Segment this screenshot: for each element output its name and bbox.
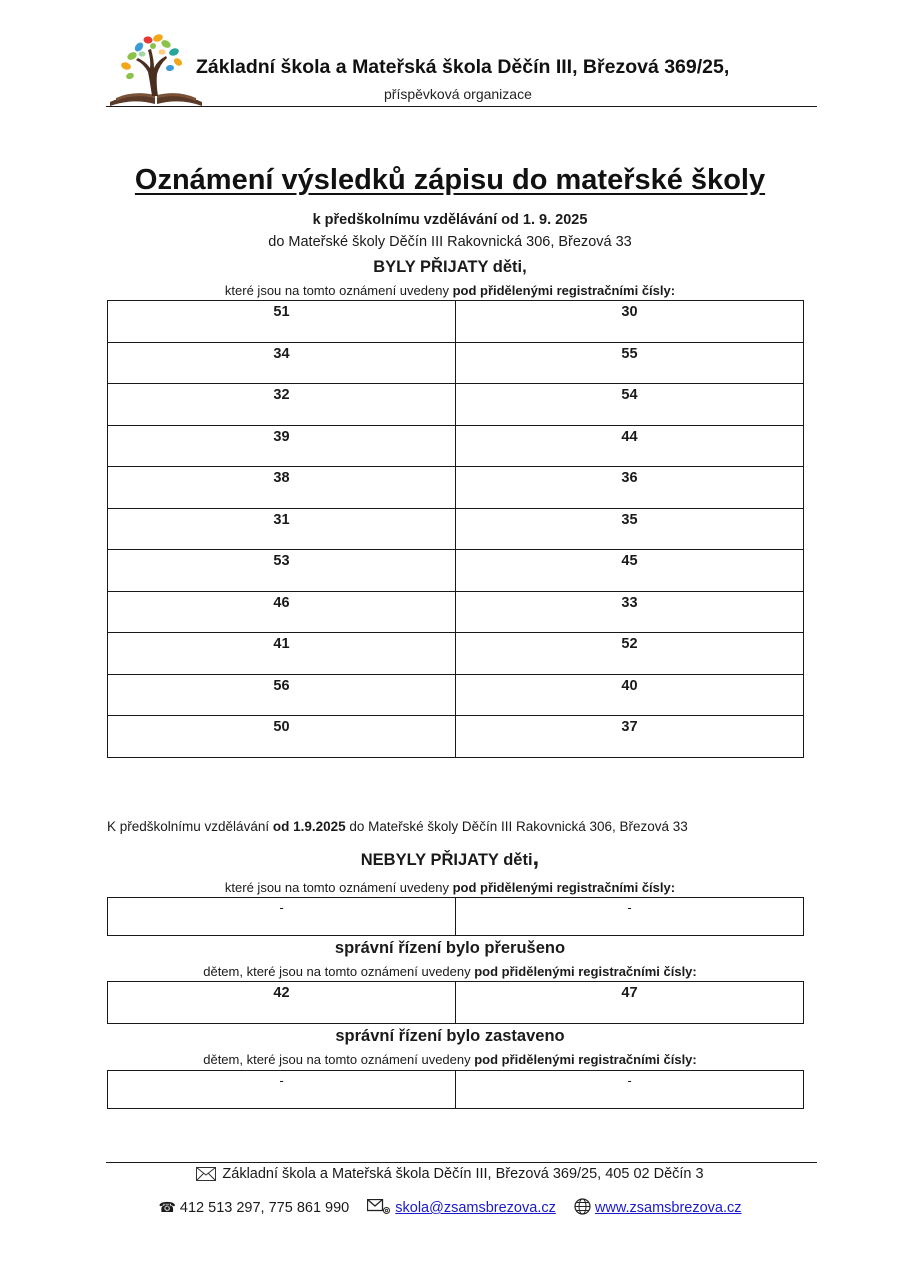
phone-text: 412 513 297, 775 861 990 xyxy=(179,1200,350,1216)
accepted-heading: BYLY PŘIJATY děti, xyxy=(373,258,527,276)
reg-number-cell: 54 xyxy=(456,384,804,426)
reg-number-cell: 42 xyxy=(108,982,456,1024)
reg-number-cell: 56 xyxy=(108,674,456,716)
rejected-note: které jsou na tomto oznámení uvedeny pod přidělenými registračními čísly: xyxy=(224,880,676,895)
reg-number-cell: 31 xyxy=(108,508,456,550)
table-row xyxy=(108,1071,804,1109)
table-row xyxy=(108,674,804,716)
reg-number-cell: 32 xyxy=(108,384,456,426)
table-row xyxy=(108,301,804,343)
school-logo xyxy=(106,32,206,106)
stopped-table xyxy=(107,1070,804,1109)
address-text: Základní škola a Mateřská škola Děčín III, Březová 369/25, 405 02 Děčín 3 xyxy=(222,1166,704,1182)
reg-number-cell: 41 xyxy=(108,633,456,675)
document-title: Oznámení výsledků zápisu do mateřské školy xyxy=(134,164,766,196)
rejected-heading: NEBYLY PŘIJATY děti, xyxy=(360,844,540,871)
reg-number-cell: 50 xyxy=(108,716,456,758)
table-row xyxy=(108,898,804,936)
table-row xyxy=(108,342,804,384)
stopped-note: dětem, které jsou na tomto oznámení uvedeny pod přidělenými registračními čísly: xyxy=(203,1052,697,1067)
table-row xyxy=(108,591,804,633)
reg-number-cell: - xyxy=(108,898,456,936)
rejected-table xyxy=(107,897,804,936)
email-icon xyxy=(367,1199,391,1215)
reg-number-cell: 44 xyxy=(456,425,804,467)
reg-number-cell: - xyxy=(456,898,804,936)
reg-number-cell: - xyxy=(456,1071,804,1109)
reg-number-cell: 51 xyxy=(108,301,456,343)
intro-line-1: k předškolnímu vzdělávání od 1. 9. 2025 xyxy=(312,212,588,228)
footer-address xyxy=(0,1166,900,1182)
reg-number-cell: 46 xyxy=(108,591,456,633)
rejected-intro: K předškolnímu vzdělávání od 1.9.2025 do Mateřské školy Děčín III Rakovnická 306, Březová 33 xyxy=(107,819,688,834)
reg-number-cell: - xyxy=(108,1071,456,1109)
reg-number-cell: 39 xyxy=(108,425,456,467)
globe-icon xyxy=(574,1198,591,1215)
table-row xyxy=(108,425,804,467)
reg-number-cell: 40 xyxy=(456,674,804,716)
reg-number-cell: 34 xyxy=(108,342,456,384)
reg-number-cell: 45 xyxy=(456,550,804,592)
table-row xyxy=(108,467,804,509)
header-divider xyxy=(106,106,817,107)
reg-number-cell: 38 xyxy=(108,467,456,509)
reg-number-cell: 36 xyxy=(456,467,804,509)
footer-divider xyxy=(106,1162,817,1163)
envelope-icon xyxy=(196,1167,216,1181)
reg-number-cell: 55 xyxy=(456,342,804,384)
reg-number-cell: 37 xyxy=(456,716,804,758)
reg-number-cell: 47 xyxy=(456,982,804,1024)
stopped-heading: správní řízení bylo zastaveno xyxy=(335,1027,565,1045)
footer-contact xyxy=(0,1198,900,1216)
reg-number-cell: 35 xyxy=(456,508,804,550)
reg-number-cell: 53 xyxy=(108,550,456,592)
website-link[interactable]: www.zsamsbrezova.cz xyxy=(594,1200,742,1216)
accepted-table xyxy=(107,300,804,758)
intro-line-2: do Mateřské školy Děčín III Rakovnická 306, Březová 33 xyxy=(268,234,632,250)
interrupted-table xyxy=(107,981,804,1024)
interrupted-note: dětem, které jsou na tomto oznámení uvedeny pod přidělenými registračními čísly: xyxy=(203,964,697,979)
reg-number-cell: 30 xyxy=(456,301,804,343)
table-row xyxy=(108,384,804,426)
accepted-note: které jsou na tomto oznámení uvedeny pod přidělenými registračními čísly: xyxy=(224,283,676,298)
school-name: Základní škola a Mateřská škola Děčín III, Březová 369/25, xyxy=(196,56,730,78)
table-row xyxy=(108,633,804,675)
reg-number-cell: 52 xyxy=(456,633,804,675)
table-row xyxy=(108,550,804,592)
school-legal-form: příspěvková organizace xyxy=(384,86,532,102)
table-row xyxy=(108,508,804,550)
email-link[interactable]: skola@zsamsbrezova.cz xyxy=(395,1200,556,1216)
table-row xyxy=(108,982,804,1024)
table-row xyxy=(108,716,804,758)
phone-icon: ☎ xyxy=(158,1200,176,1216)
interrupted-heading: správní řízení bylo přerušeno xyxy=(334,939,566,957)
reg-number-cell: 33 xyxy=(456,591,804,633)
